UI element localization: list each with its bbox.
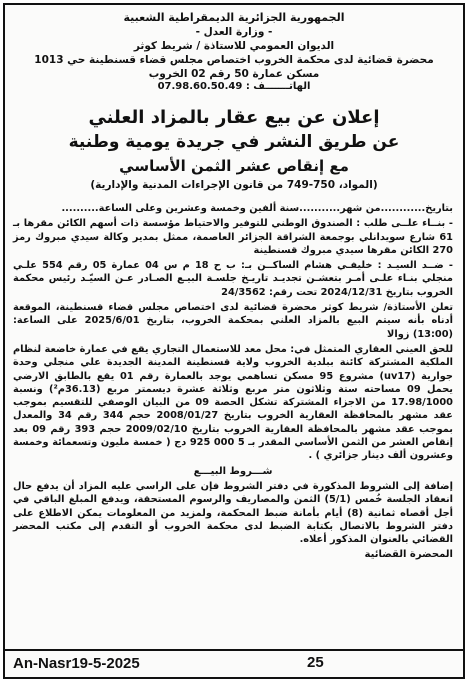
title-line-2: عن طريق النشر في جريدة يومية وطنية bbox=[68, 132, 400, 152]
conditions-paragraph: إضافة إلى الشروط المذكورة في دفتر الشروط فإن على الراسي عليه المزاد أن يدفع حال انعقاد الجلسة خُمس (5/1) الثمن والمصاريف والرسوم المستحقة، ويدفع المبلغ الباقي في أجل أقصاه ثمانية (8) أيام بأمانة ضبط المحكمة، ولمزيد من المعلومات يمكن الاطلاع على دفتر الشروط بالاتصال بكتابة الضبط لدى محكمة الخروب أو التقدم إلى مكتب المحضر القضائي بالعنوان المذكور أعلاه. bbox=[13, 480, 453, 546]
country-line: الجمهورية الجزائرية الديمقراطية الشعبية bbox=[123, 11, 345, 24]
footer bbox=[5, 649, 463, 677]
publication-name: An-Nasr19-5-2025 bbox=[13, 655, 140, 672]
page-number: 25 bbox=[307, 654, 324, 671]
title-line-1: إعلان عن بيع عقار بالمزاد العلني bbox=[88, 107, 380, 128]
header bbox=[5, 5, 463, 81]
phone-label: الهاتـــــــف : bbox=[245, 81, 311, 92]
date-paragraph: بتاريخ............من شهر...........سنة ألفين وخمسة وعشرين وعلى الساعة.......... bbox=[61, 203, 453, 214]
defendant-paragraph: - ضــد السيـد : خليفـي هشام الساكــن بـ: ب ح 18 م س 04 عمارة 05 رقم 554 علـي منجلي بنـاء علـى أمـر بتعشـن تجديـد تاريـخ جلسـة البيـع الصـادر عـن السيّـد رئيس محكمة الخروب بتاريخ 2024/12/31 تحت رقم: 24/3562 bbox=[13, 260, 453, 298]
legal-notice bbox=[3, 3, 465, 679]
title-legal-reference: (المواد، 750-749 من قانون الإجراءات المدنية والإدارية) bbox=[90, 179, 378, 191]
sale-announcement-paragraph: تعلن الأستاذة/ شريط كوثر محضرة قضائية لدى اختصاص مجلس قضاء قسنطينة، الموقعة أدناه بأنه سيتم البيع بالمزاد العلني بمحكمة الخروب، بتاريخ 2025/6/01 على الساعة: (13:00) زوالا bbox=[13, 302, 453, 340]
notice-body bbox=[5, 192, 463, 562]
ministry-line: - وزارة العدل - bbox=[195, 26, 273, 38]
notice-title bbox=[5, 105, 463, 192]
jurisdiction-line: محضرة قضائية لدى محكمة الخروب اختصاص مجلس قضاء قسنطينة حي 1013 bbox=[34, 54, 434, 66]
signature: المحضرة القضائية bbox=[364, 549, 453, 561]
conditions-heading: شـــروط البيـــع bbox=[193, 465, 273, 477]
phone-line bbox=[5, 81, 463, 93]
address-line: مسكن عمارة 50 رقم 02 الخروب bbox=[148, 68, 320, 80]
petitioner-paragraph: - بنــاء علــى طلب : الصندوق الوطني للتوفير والاحتياط مؤسسة ذات أسهم الكائن مقرها بـ 61 شارع سويدانلي بوجمعة الشراقة الجزائر العاصمة، ممثل بمدير وكالة سيدي مبروك رمز 270 الكائن مقرها سيدي مبروك قسنطينة bbox=[13, 218, 453, 256]
office-line: الديوان العمومي للاستاذة / شريط كوثر bbox=[133, 40, 335, 52]
phone-value: 07.98.60.50.49 bbox=[157, 81, 243, 92]
property-description-paragraph: للحق العيني العقاري المتمثل في: محل معد للاستعمال التجاري يقع في عمارة خاضعة لنظام الملكية المشتركة كائنة ببلدية الخروب ولاية قسنطينة المدينة الجديدة علي منجلي وحدة جوارية (uv17) مشروع 95 مسكن تساهمي يوجد بالعمارة رقم 01 يقع بالطابق الارضي يحمل 09 مساحته ستة وثلاثون متر مربع وثلاثة عشرة ديسمتر مربع (36.13م²) ونسبة 17.98/1000 من الاجزاء المشتركة تشكل الحصة 09 من البيان الوصفي للتقسيم بموجب عقد مشهر بالمحافظة العقارية الخروب بتاريخ 2008/01/27 حجم 344 رقم 34 والمعدل بموجب عقد مشهر بالمحافظة العقارية الخروب بتاريخ 2009/02/10 حجم 393 رقم 09 بعد إنقاص العشر من الثمن الأساسي المقدر بـ 5 000 925 دج ( خمسة مليون وتسعمائة وخمسة وعشرون ألف دينار جزائري ) . bbox=[13, 343, 453, 462]
title-line-3: مع إنقاص عشر الثمن الأساسي bbox=[119, 157, 349, 175]
